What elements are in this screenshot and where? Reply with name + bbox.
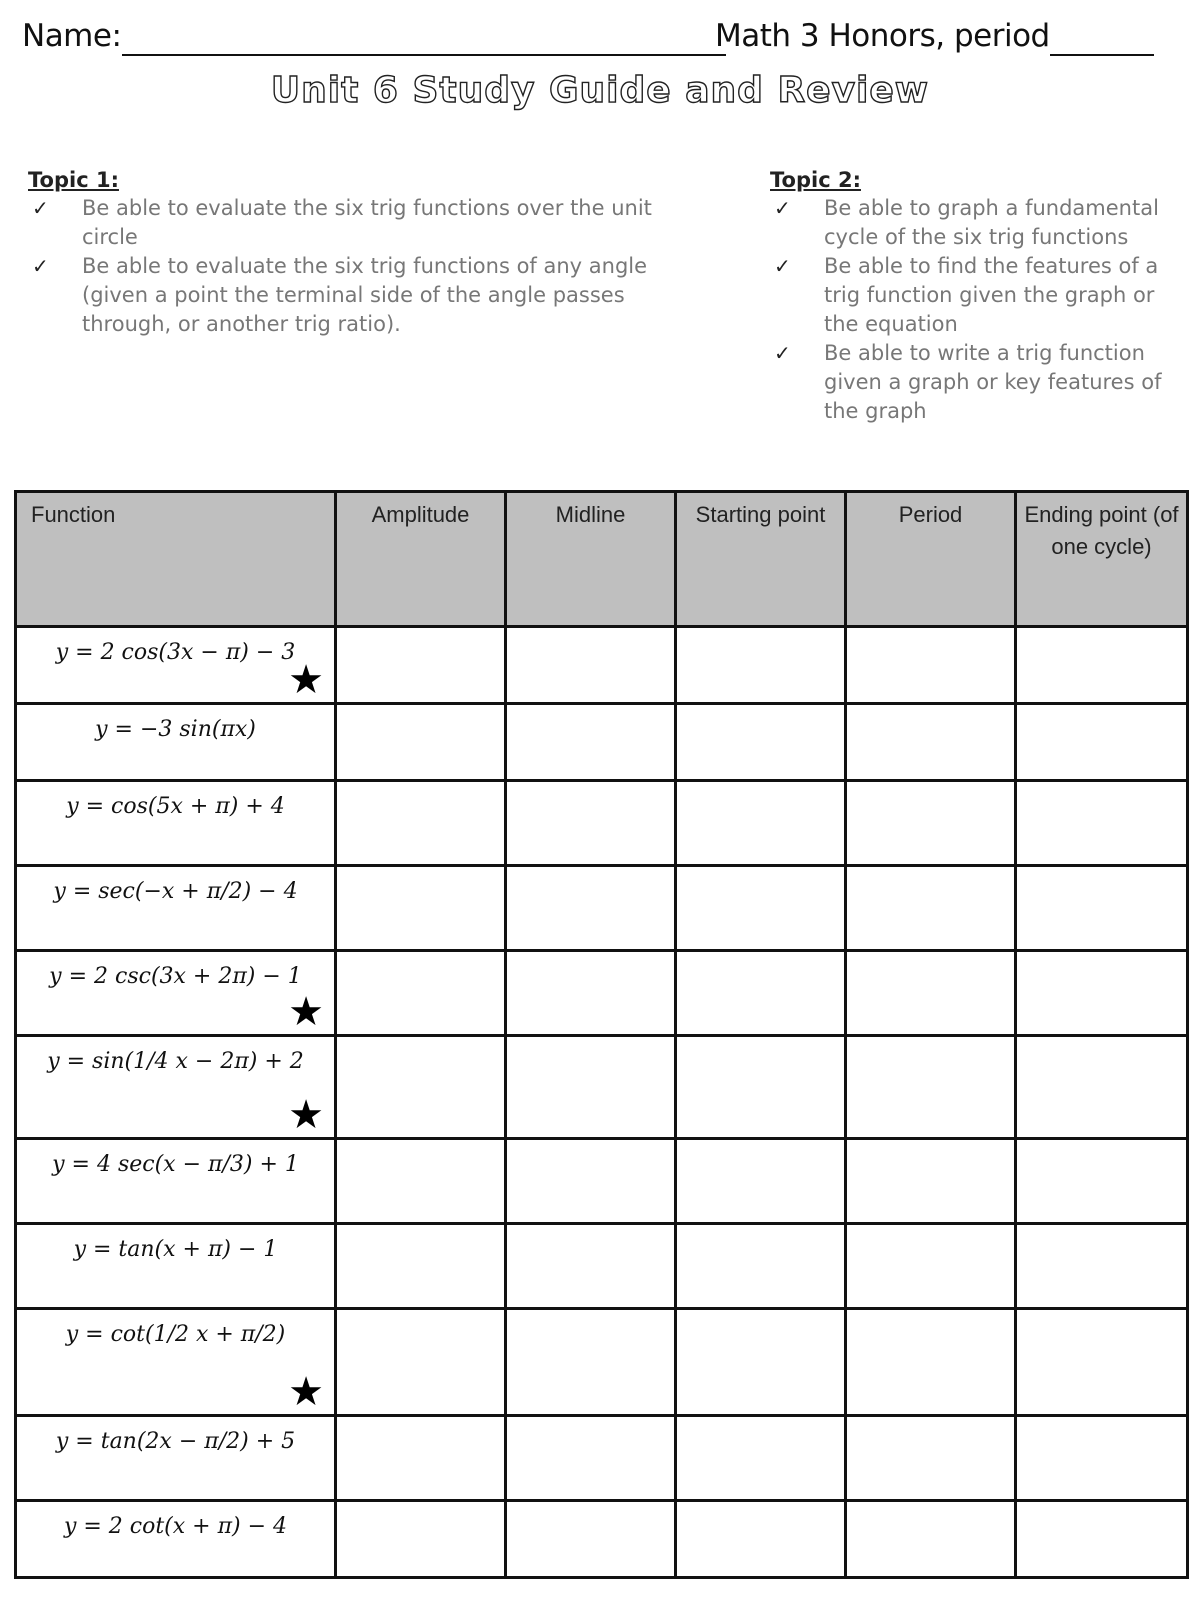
- table-row: [16, 627, 1188, 704]
- function-cell: [16, 1224, 336, 1309]
- function-expression: y = cot(1/2 x + π/2): [65, 1322, 286, 1347]
- answer-cell[interactable]: [506, 1416, 676, 1501]
- table-row: [16, 1224, 1188, 1309]
- table-row: [16, 781, 1188, 866]
- function-cell: [16, 1416, 336, 1501]
- answer-cell[interactable]: [1016, 1416, 1188, 1501]
- function-expression: y = cos(5x + π) + 4: [66, 794, 285, 819]
- function-cell: [16, 704, 336, 781]
- name-blank-line[interactable]: [122, 54, 726, 56]
- star-icon: ★: [288, 657, 324, 703]
- answer-cell[interactable]: [846, 1416, 1016, 1501]
- answer-cell[interactable]: [336, 1139, 506, 1224]
- topic-1-item: Be able to evaluate the six trig functions of any angle (given a point the terminal side of the angle passes through, or another trig ratio).: [82, 254, 648, 336]
- checkmark-icon: ✓: [32, 254, 49, 278]
- star-icon: ★: [288, 989, 324, 1035]
- list-item: [770, 339, 1180, 426]
- answer-cell[interactable]: [846, 781, 1016, 866]
- function-expression: y = 4 sec(x − π/3) + 1: [52, 1152, 299, 1177]
- answer-cell[interactable]: [506, 781, 676, 866]
- answer-cell[interactable]: [846, 1224, 1016, 1309]
- table-row: [16, 1501, 1188, 1578]
- list-item: [770, 194, 1180, 252]
- function-cell: [16, 866, 336, 951]
- function-cell: [16, 951, 336, 1036]
- class-label: Math 3 Honors, period: [715, 18, 1050, 54]
- answer-cell[interactable]: [1016, 1139, 1188, 1224]
- answer-cell[interactable]: [676, 781, 846, 866]
- answer-cell[interactable]: [336, 1416, 506, 1501]
- star-icon: ★: [288, 1092, 324, 1138]
- answer-cell[interactable]: [336, 1501, 506, 1578]
- answer-cell[interactable]: [336, 951, 506, 1036]
- answer-cell[interactable]: [1016, 866, 1188, 951]
- answer-cell[interactable]: [676, 1036, 846, 1139]
- answer-cell[interactable]: [506, 1036, 676, 1139]
- answer-cell[interactable]: [506, 951, 676, 1036]
- checkmark-icon: ✓: [774, 254, 791, 278]
- table-header-row: [16, 492, 1188, 627]
- answer-cell[interactable]: [1016, 704, 1188, 781]
- topic-2-item: Be able to graph a fundamental cycle of the six trig functions: [824, 196, 1159, 249]
- answer-cell[interactable]: [336, 1224, 506, 1309]
- answer-cell[interactable]: [676, 627, 846, 704]
- function-cell: [16, 1139, 336, 1224]
- header: [22, 18, 1182, 62]
- answer-cell[interactable]: [506, 1501, 676, 1578]
- answer-cell[interactable]: [506, 704, 676, 781]
- answer-cell[interactable]: [676, 951, 846, 1036]
- page-title: Unit 6 Study Guide and Review: [270, 70, 930, 111]
- answer-cell[interactable]: [506, 1139, 676, 1224]
- answer-cell[interactable]: [846, 627, 1016, 704]
- answer-cell[interactable]: [676, 1501, 846, 1578]
- header-starting-point: Starting point: [676, 492, 846, 627]
- table-row: [16, 704, 1188, 781]
- answer-cell[interactable]: [846, 951, 1016, 1036]
- topic-1-item: Be able to evaluate the six trig functions over the unit circle: [82, 196, 652, 249]
- list-item: [770, 252, 1180, 339]
- table-row: [16, 1036, 1188, 1139]
- answer-cell[interactable]: [846, 1501, 1016, 1578]
- list-item: [28, 252, 708, 339]
- star-icon: ★: [288, 1369, 324, 1415]
- answer-cell[interactable]: [336, 866, 506, 951]
- answer-cell[interactable]: [676, 866, 846, 951]
- period-blank-line[interactable]: [1050, 54, 1154, 56]
- answer-cell[interactable]: [506, 1309, 676, 1416]
- answer-cell[interactable]: [506, 627, 676, 704]
- function-expression: y = tan(x + π) − 1: [73, 1237, 278, 1262]
- answer-cell[interactable]: [676, 1139, 846, 1224]
- checkmark-icon: ✓: [32, 196, 49, 220]
- topic-2-section: [770, 168, 1180, 426]
- answer-cell[interactable]: [1016, 627, 1188, 704]
- table-row: [16, 866, 1188, 951]
- function-expression: y = 2 csc(3x + 2π) − 1: [49, 964, 302, 989]
- topic-2-heading: Topic 2:: [770, 168, 861, 192]
- header-amplitude: Amplitude: [336, 492, 506, 627]
- header-period: Period: [846, 492, 1016, 627]
- answer-cell[interactable]: [336, 704, 506, 781]
- table-row: [16, 1416, 1188, 1501]
- topic-2-item: Be able to find the features of a trig function given the graph or the equation: [824, 254, 1159, 336]
- function-expression: y = sec(−x + π/2) − 4: [53, 879, 298, 904]
- answer-cell[interactable]: [676, 1416, 846, 1501]
- function-expression: y = 2 cos(3x − π) − 3: [55, 640, 296, 665]
- answer-cell[interactable]: [1016, 1501, 1188, 1578]
- study-table: [14, 490, 1189, 1579]
- function-cell: [16, 1036, 336, 1139]
- function-cell: [16, 627, 336, 704]
- answer-cell[interactable]: [336, 627, 506, 704]
- function-expression: y = sin(1/4 x − 2π) + 2: [47, 1049, 304, 1074]
- answer-cell[interactable]: [676, 1309, 846, 1416]
- checkmark-icon: ✓: [774, 196, 791, 220]
- answer-cell[interactable]: [1016, 1309, 1188, 1416]
- name-label: Name:: [22, 18, 122, 54]
- answer-cell[interactable]: [846, 1036, 1016, 1139]
- function-expression: y = tan(2x − π/2) + 5: [55, 1429, 296, 1454]
- answer-cell[interactable]: [1016, 1224, 1188, 1309]
- topic-1-section: [28, 168, 708, 339]
- answer-cell[interactable]: [846, 1309, 1016, 1416]
- function-cell: [16, 1501, 336, 1578]
- answer-cell[interactable]: [336, 1309, 506, 1416]
- checkmark-icon: ✓: [774, 341, 791, 365]
- topic-2-list: [770, 194, 1180, 426]
- answer-cell[interactable]: [1016, 781, 1188, 866]
- answer-cell[interactable]: [1016, 1036, 1188, 1139]
- answer-cell[interactable]: [1016, 951, 1188, 1036]
- table-row: [16, 951, 1188, 1036]
- answer-cell[interactable]: [506, 866, 676, 951]
- header-ending-point: Ending point (of one cycle): [1016, 492, 1188, 627]
- answer-cell[interactable]: [846, 704, 1016, 781]
- function-cell: [16, 781, 336, 866]
- answer-cell[interactable]: [676, 704, 846, 781]
- topic-2-item: Be able to write a trig function given a graph or key features of the graph: [824, 341, 1162, 423]
- list-item: [28, 194, 708, 252]
- answer-cell[interactable]: [676, 1224, 846, 1309]
- function-cell: [16, 1309, 336, 1416]
- header-midline: Midline: [506, 492, 676, 627]
- answer-cell[interactable]: [846, 1139, 1016, 1224]
- function-expression: y = −3 sin(πx): [95, 717, 256, 742]
- answer-cell[interactable]: [336, 781, 506, 866]
- function-expression: y = 2 cot(x + π) − 4: [63, 1514, 288, 1539]
- table-row: [16, 1309, 1188, 1416]
- table-row: [16, 1139, 1188, 1224]
- answer-cell[interactable]: [336, 1036, 506, 1139]
- answer-cell[interactable]: [846, 866, 1016, 951]
- answer-cell[interactable]: [506, 1224, 676, 1309]
- topic-1-list: [28, 194, 708, 339]
- header-function: Function: [16, 492, 336, 627]
- topic-1-heading: Topic 1:: [28, 168, 119, 192]
